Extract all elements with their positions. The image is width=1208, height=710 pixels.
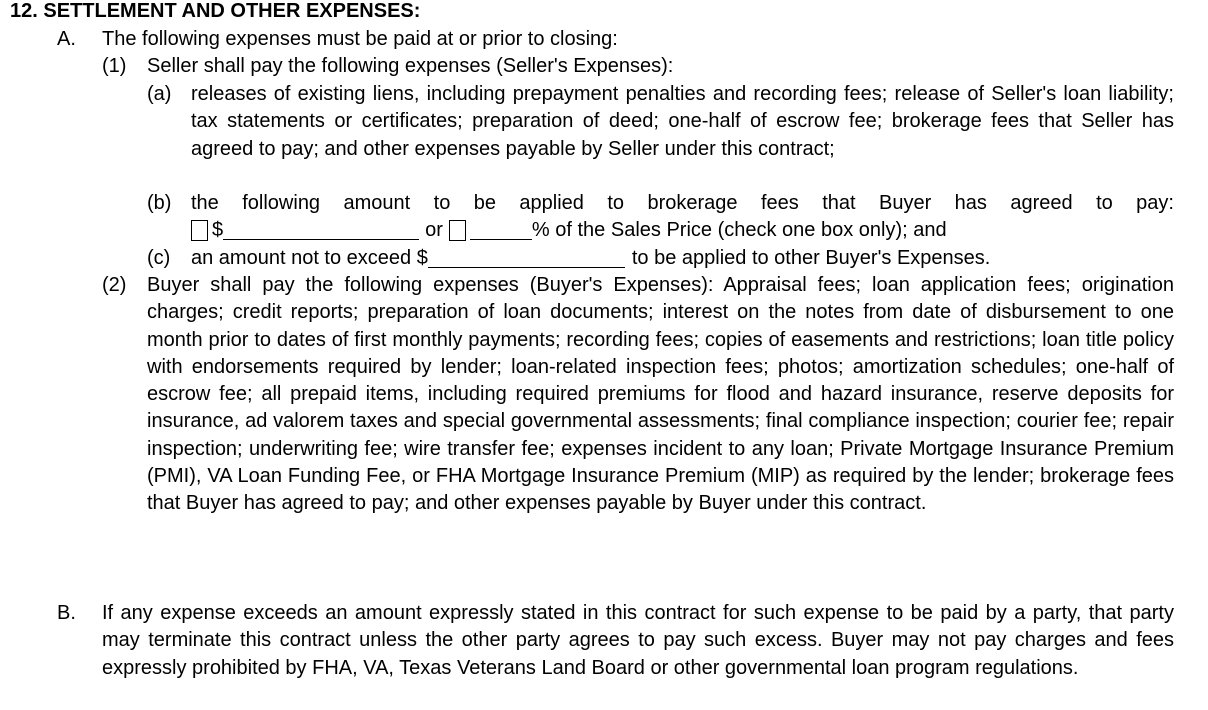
item-1-text: Seller shall pay the following expenses (Seller's Expenses):	[147, 55, 674, 77]
or-text: or	[425, 218, 443, 241]
dollar-sign: $	[212, 218, 224, 241]
amount-checkbox[interactable]	[191, 220, 208, 241]
item-1-label: (1)	[102, 55, 127, 77]
brokerage-amount-blank[interactable]	[223, 219, 419, 240]
percent-text: % of the Sales Price (check one box only); and	[531, 218, 947, 241]
subitem-c-text-after: to be applied to other Buyer's Expenses.	[631, 246, 991, 269]
subitem-b-options-row	[191, 217, 947, 244]
paragraph-a-label: A.	[57, 28, 76, 50]
buyer-expenses-amount-blank[interactable]	[428, 247, 625, 268]
percent-checkbox[interactable]	[449, 220, 466, 241]
brokerage-percent-blank[interactable]	[470, 219, 532, 240]
subitem-b-label: (b)	[147, 192, 172, 214]
subitem-a-text: releases of existing liens, including prepayment penalties and recording fees; release of Seller's loan liability; tax statements or certificates; preparation of deed; one-half of escrow fee; brokerage fees that Seller has agreed to pay; and other expenses payable by Seller under this contract;	[191, 83, 1174, 160]
section-title: 12. SETTLEMENT AND OTHER EXPENSES:	[10, 0, 421, 22]
subitem-c-label: (c)	[147, 247, 171, 269]
paragraph-b-label: B.	[57, 602, 76, 624]
subitem-c-row	[191, 245, 990, 272]
item-2-text: Buyer shall pay the following expenses (Buyer's Expenses): Appraisal fees; loan application fees; origination charges; credit reports; preparation of loan documents; interest on the notes from date of disbursement to one month prior to dates of first monthly payments; recording fees; copies of easements and restrictions; loan title policy with endorsements required by lender; loan-related inspection fees; photos; amortization schedules; one-half of escrow fee; all prepaid items, including required premiums for flood and hazard insurance, reserve deposits for insurance, ad valorem taxes and special governmental assessments; final compliance inspection; courier fee; repair inspection; underwriting fee; wire transfer fee; expenses incident to any loan; Private Mortgage Insurance Premium (PMI), VA Loan Funding Fee, or FHA Mortgage Insurance Premium (MIP) as required by the lender; brokerage fees that Buyer has agreed to pay; and other expenses payable by Buyer under this contract.	[147, 274, 1174, 515]
paragraph-b-text: If any expense exceeds an amount expressly stated in this contract for such expense to be paid by a party, that party may terminate this contract unless the other party agrees to pay such excess. Buyer may not pay charges and fees expressly prohibited by FHA, VA, Texas Veterans Land Board or other governmental loan program regulations.	[102, 602, 1174, 679]
paragraph-a-text: The following expenses must be paid at or prior to closing:	[102, 28, 618, 50]
subitem-c-text-before: an amount not to exceed $	[191, 246, 428, 269]
item-2-label: (2)	[102, 274, 127, 296]
subitem-a-label: (a)	[147, 83, 172, 105]
subitem-b-text: the following amount to be applied to brokerage fees that Buyer has agreed to pay:	[191, 192, 1174, 214]
